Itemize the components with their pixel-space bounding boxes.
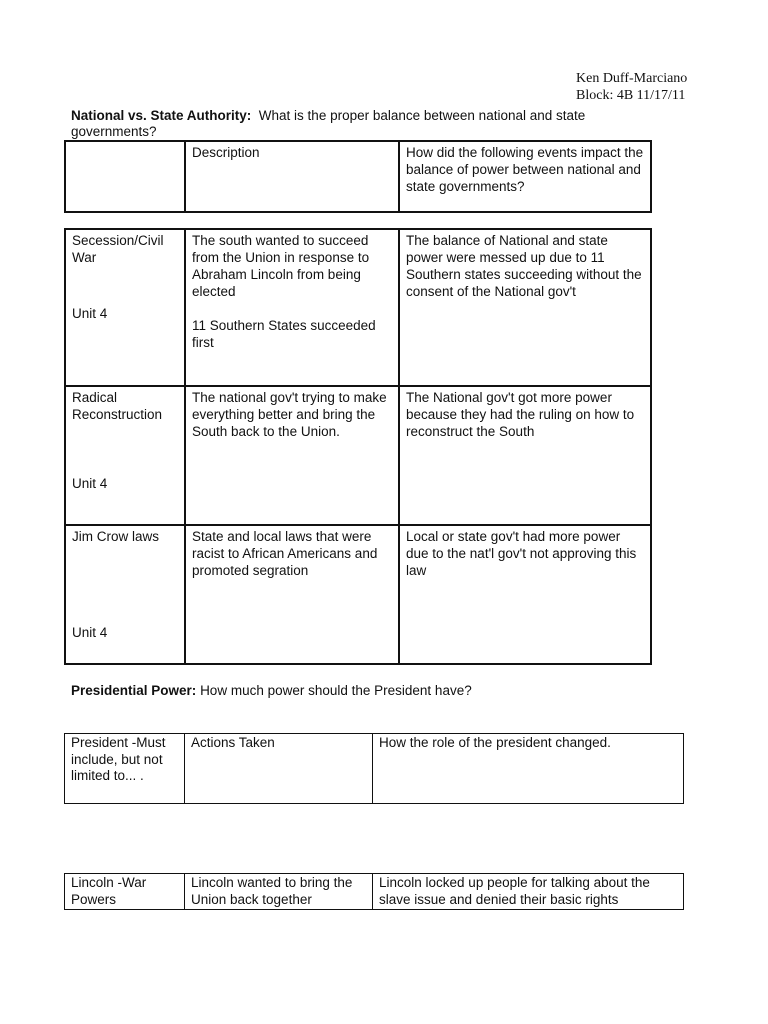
event-name: Radical Reconstruction bbox=[72, 390, 163, 422]
role-change-cell: Lincoln locked up people for talking about the slave issue and denied their basic rights bbox=[373, 874, 684, 910]
impact-cell: The balance of National and state power were messed up due to 11 Southern states succeeding without the consent of the National gov't bbox=[399, 229, 651, 386]
table-row bbox=[65, 386, 651, 525]
section1-question: What is the proper balance between national and state governments? bbox=[71, 108, 586, 139]
table-row bbox=[65, 229, 651, 386]
president-cell: Lincoln -War Powers bbox=[65, 874, 185, 910]
section1-title: National vs. State Authority: bbox=[71, 108, 252, 123]
event-description-extra: 11 Southern States succeeded first bbox=[192, 318, 376, 350]
description-cell bbox=[185, 386, 399, 525]
table-row bbox=[65, 525, 651, 664]
event-cell bbox=[65, 229, 185, 386]
section1-prompt bbox=[71, 108, 671, 140]
block-date: Block: 4B 11/17/11 bbox=[576, 88, 686, 103]
event-description: State and local laws that were racist to African Americans and promoted segration bbox=[192, 529, 378, 578]
impact-cell: The National gov't got more power because they had the ruling on how to reconstruct the South bbox=[399, 386, 651, 525]
event-cell bbox=[65, 525, 185, 664]
header-empty-cell bbox=[65, 141, 185, 212]
event-unit: Unit 4 bbox=[72, 476, 108, 491]
section2-title: Presidential Power: bbox=[71, 683, 197, 698]
section2-presidents-table bbox=[64, 873, 684, 910]
section2-question: How much power should the President have? bbox=[200, 683, 472, 698]
table-row bbox=[65, 874, 684, 910]
header-president: President -Must include, but not limited to... . bbox=[65, 734, 185, 804]
section1-header-table bbox=[64, 140, 652, 213]
event-description: The south wanted to succeed from the Union in response to Abraham Lincoln from being elected bbox=[192, 233, 370, 299]
header-actions: Actions Taken bbox=[185, 734, 373, 804]
event-name: Jim Crow laws bbox=[72, 529, 160, 544]
section2-header-table bbox=[64, 733, 684, 804]
impact-cell: Local or state gov't had more power due to the nat'l gov't not approving this law bbox=[399, 525, 651, 664]
event-unit: Unit 4 bbox=[72, 625, 108, 640]
event-unit: Unit 4 bbox=[72, 306, 108, 321]
header-role-change: How the role of the president changed. bbox=[373, 734, 684, 804]
actions-cell: Lincoln wanted to bring the Union back together bbox=[185, 874, 373, 910]
student-name: Ken Duff-Marciano bbox=[576, 71, 688, 86]
section2-prompt bbox=[71, 683, 671, 699]
description-cell bbox=[185, 229, 399, 386]
header-impact-question: How did the following events impact the balance of power between national and state governments? bbox=[399, 141, 651, 212]
description-cell bbox=[185, 525, 399, 664]
student-header bbox=[576, 70, 687, 104]
section1-events-table bbox=[64, 228, 652, 665]
event-description: The national gov't trying to make everything better and bring the South back to the Union. bbox=[192, 390, 387, 439]
section1-header-row bbox=[65, 141, 651, 212]
event-name: Secession/Civil War bbox=[72, 233, 164, 265]
section2-header-row bbox=[65, 734, 684, 804]
header-description: Description bbox=[185, 141, 399, 212]
event-cell bbox=[65, 386, 185, 525]
